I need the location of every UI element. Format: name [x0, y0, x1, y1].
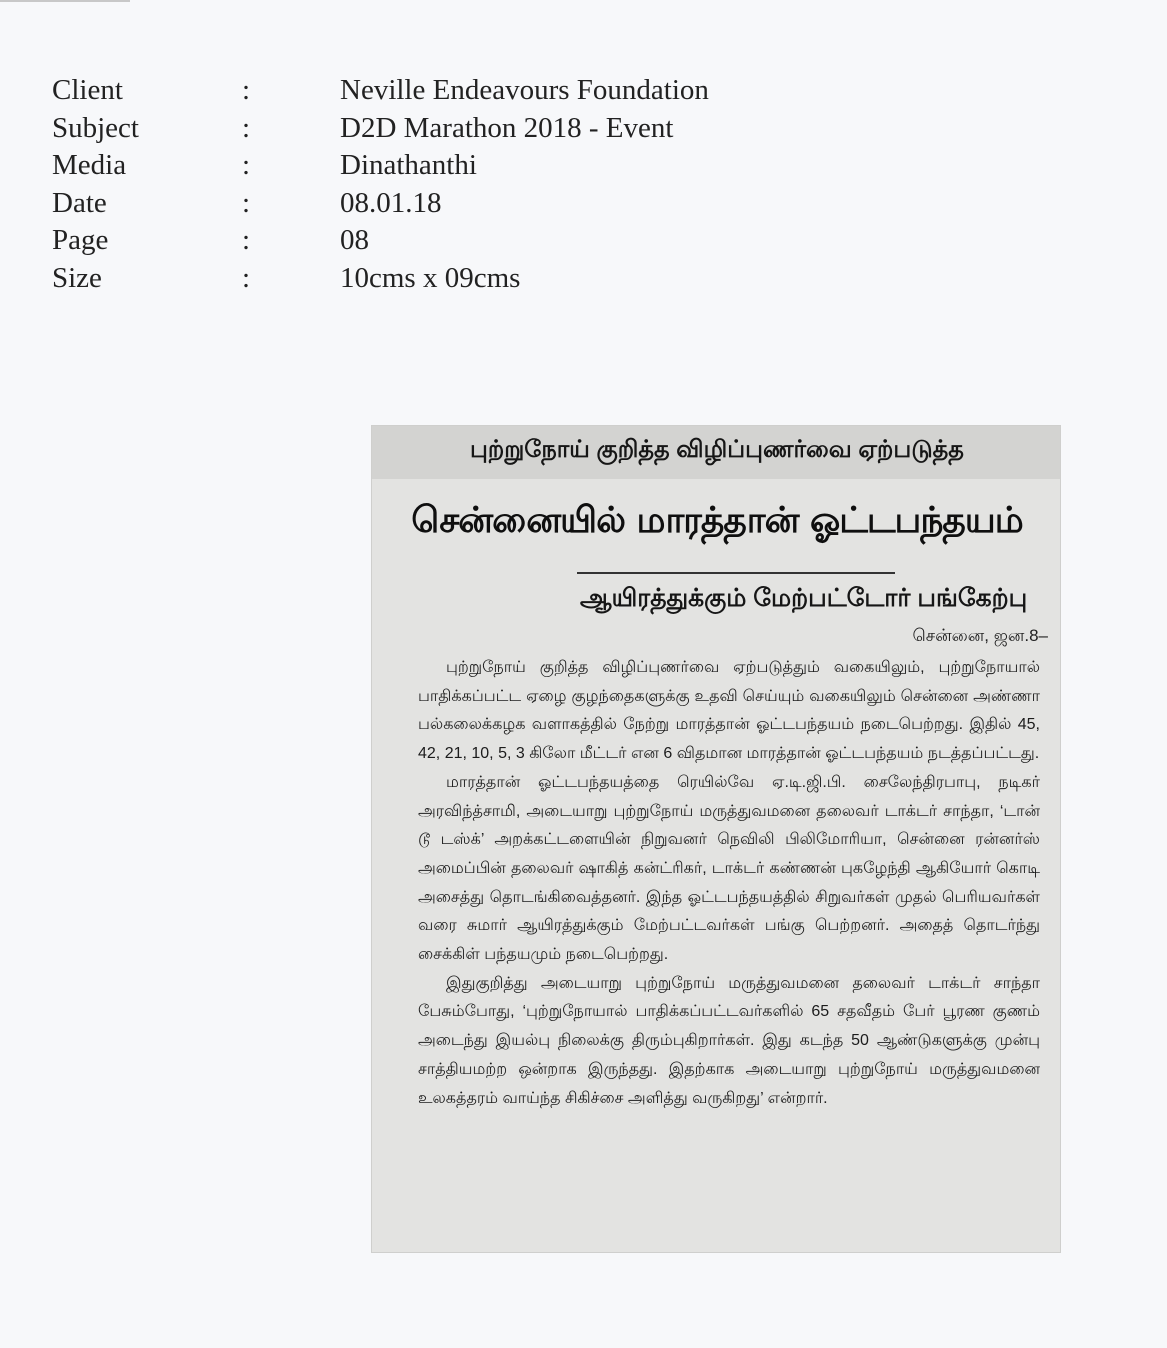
article-kicker: புற்றுநோய் குறித்த விழிப்புணர்வை ஏற்படுத்த — [470, 436, 964, 463]
article-paragraph: மாரத்தான் ஓட்டபந்தயத்தை ரெயில்வே ஏ.டி.ஜி.பி. சைலேந்திரபாபு, நடிகர் அரவிந்த்சாமி, அடையாறு புற்றுநோய் மருத்துவமனை தலைவர் டாக்டர் சாந்தா, ‘டான் டூ டஸ்க்’ அறக்கட்டளையின் நிறுவனர் நெவிலி பிலிமோரியா, சென்னை ரன்னர்ஸ் அமைப்பின் தலைவர் ஷாகித் கன்ட்ரிகர், டாக்டர் கண்ணன் புகழேந்தி ஆகியோர் கொடி அசைத்து தொடங்கிவைத்தனர். இந்த ஓட்டபந்தயத்தில் சிறுவர்கள் முதல் பெரியவர்கள் வரை சுமார் ஆயிரத்துக்கும் மேற்பட்டவர்கள் பங்கு பெற்றனர். அதைத் தொடர்ந்து சைக்கிள் பந்தயமும் நடைபெற்றது. — [418, 773, 1040, 964]
article-paragraph: புற்றுநோய் குறித்த விழிப்புணர்வை ஏற்படுத்தும் வகையிலும், புற்றுநோயால் பாதிக்கப்பட்ட ஏழை குழந்தைகளுக்கு உதவி செய்யும் வகையிலும் சென்னை அண்ணா பல்கலைக்கழக வளாகத்தில் நேற்று மாரத்தான் ஓட்டபந்தயம் நடைபெற்றது. இதில் 45, 42, 21, 10, 5, 3 கிலோ மீட்டர் என 6 விதமான மாரத்தான் ஓட்டபந்தயம் நடத்தப்பட்டது. — [418, 659, 1040, 763]
newspaper-clipping — [372, 426, 1060, 1252]
meta-key: Subject — [52, 111, 139, 144]
page-edge-line — [0, 0, 130, 2]
meta-value: Dinathanthi — [340, 149, 477, 182]
meta-row-size — [52, 260, 709, 298]
meta-value: 08 — [340, 224, 369, 257]
meta-value: 10cms x 09cms — [340, 261, 521, 294]
meta-key: Page — [52, 224, 109, 257]
meta-value: Neville Endeavours Foundation — [340, 74, 709, 106]
meta-colon: : — [242, 149, 251, 182]
article-headline: சென்னையில் மாரத்தான் ஓட்டபந்தயம் — [411, 500, 1023, 541]
meta-key: Client — [52, 74, 123, 106]
article-subhead: ஆயிரத்துக்கும் மேற்பட்டோர் பங்கேற்பு — [580, 584, 1028, 612]
meta-key: Date — [52, 186, 107, 219]
meta-row-subject — [52, 110, 709, 148]
article-dateline: சென்னை, ஜன.8– — [912, 626, 1048, 645]
meta-row-page — [52, 222, 709, 260]
meta-colon: : — [242, 74, 251, 106]
meta-colon: : — [242, 261, 251, 294]
meta-key: Media — [52, 149, 127, 182]
meta-value: 08.01.18 — [340, 186, 442, 219]
meta-key: Size — [52, 261, 102, 294]
meta-colon: : — [242, 111, 251, 144]
meta-row-client — [52, 72, 709, 110]
article-body — [418, 654, 1040, 1113]
meta-colon: : — [242, 224, 251, 257]
meta-row-media — [52, 147, 709, 185]
meta-row-date — [52, 185, 709, 223]
article-paragraph: இதுகுறித்து அடையாறு புற்றுநோய் மருத்துவமனை தலைவர் டாக்டர் சாந்தா பேசும்போது, ‘புற்றுநோயால் பாதிக்கப்பட்டவர்களில் 65 சதவீதம் பேர் பூரண குணம் அடைந்து இயல்பு நிலைக்கு திரும்புகிறார்கள். இது கடந்த 50 ஆண்டுகளுக்கு முன்பு சாத்தியமற்ற ஒன்றாக இருந்தது. இதற்காக அடையாறு புற்றுநோய் மருத்துவமனை உலகத்தரம் வாய்ந்த சிகிச்சை அளித்து வருகிறது’ என்றார். — [418, 974, 1040, 1107]
clipping-metadata — [52, 72, 709, 298]
subhead-rule — [577, 572, 895, 574]
meta-colon: : — [242, 186, 251, 219]
meta-value: D2D Marathon 2018 - Event — [340, 111, 674, 144]
